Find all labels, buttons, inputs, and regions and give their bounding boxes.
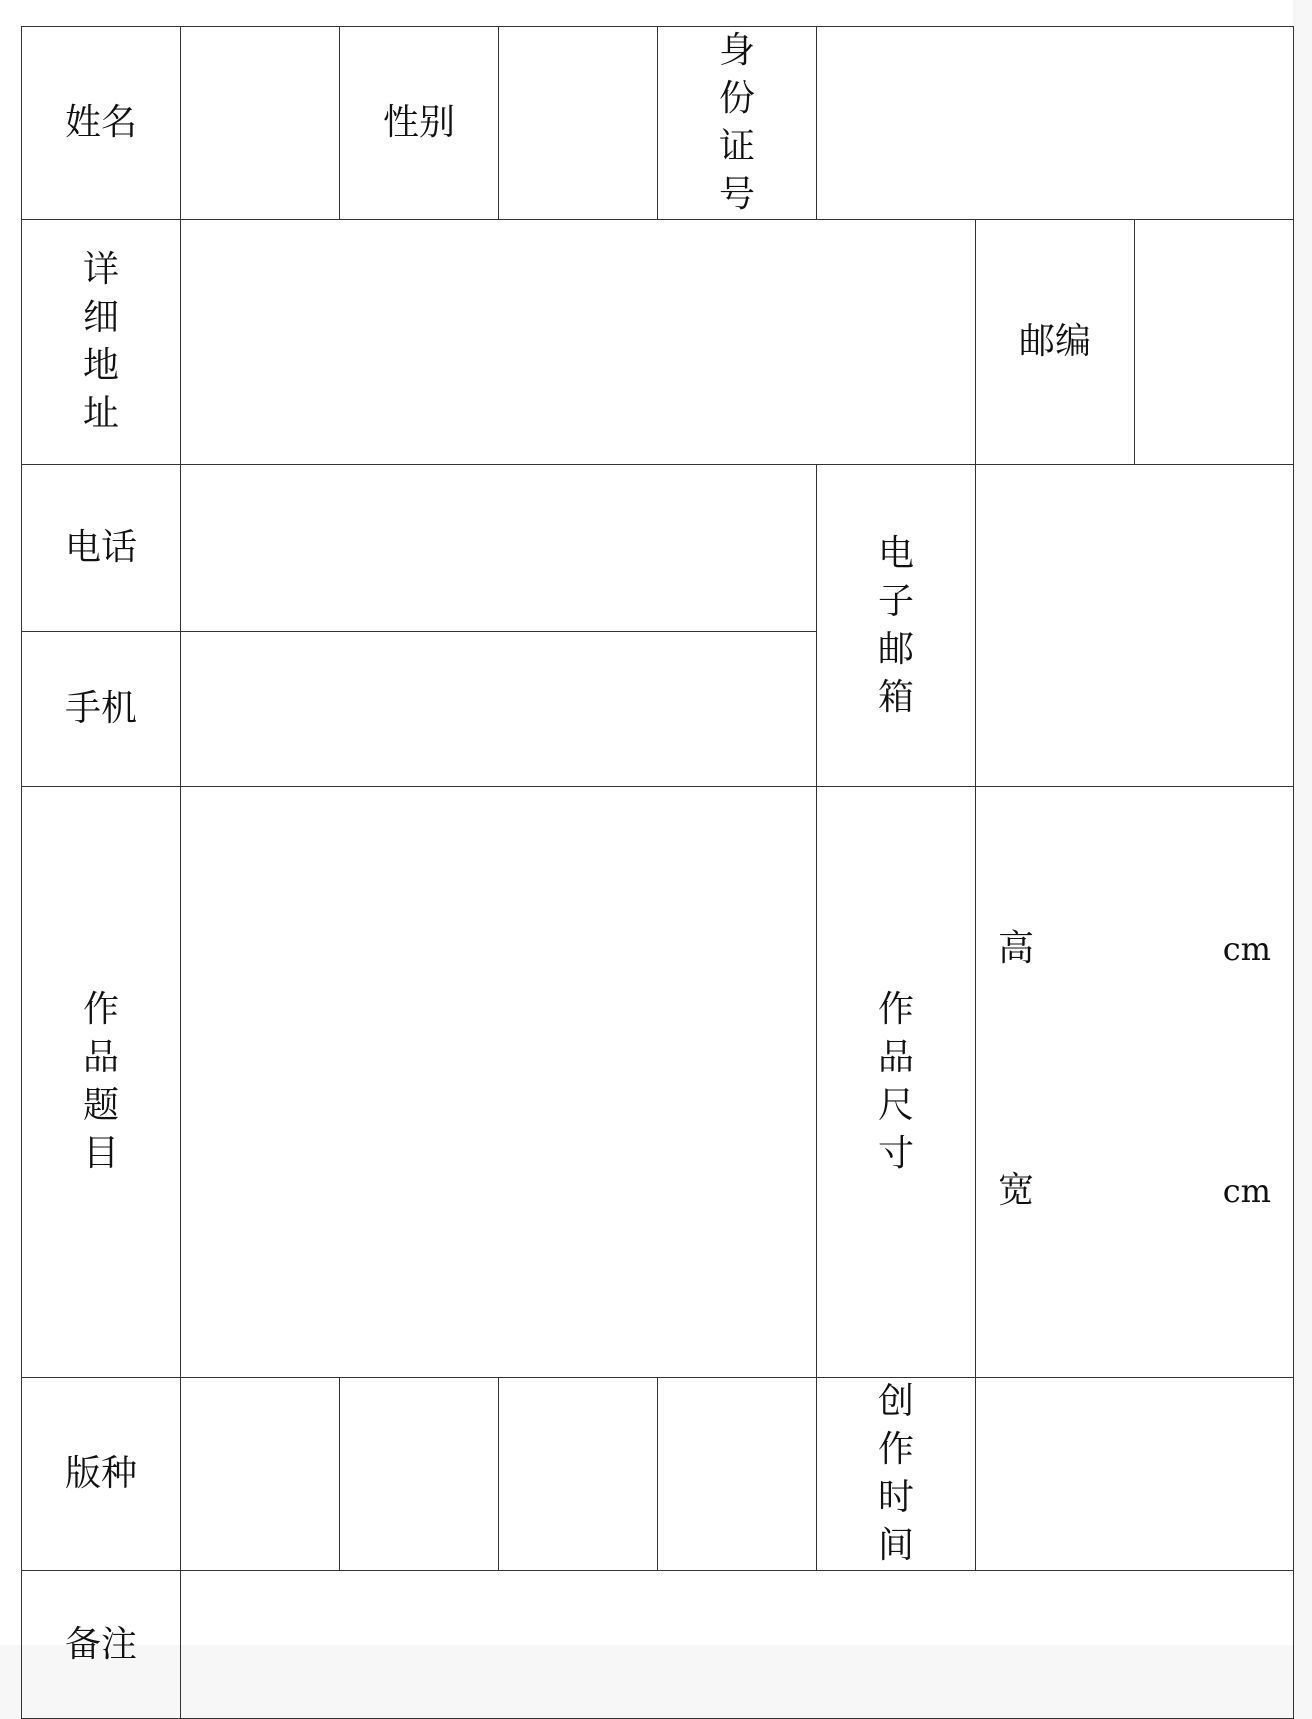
id-label-cell bbox=[658, 27, 817, 220]
row-phone bbox=[22, 465, 1294, 632]
size-field[interactable] bbox=[976, 787, 1294, 1378]
id-field[interactable] bbox=[817, 27, 1294, 220]
address-label: 详细地址 bbox=[82, 249, 119, 434]
height-unit: cm bbox=[1222, 930, 1272, 968]
mobile-label-cell bbox=[22, 632, 181, 787]
gender-field[interactable] bbox=[499, 27, 658, 220]
width-line[interactable] bbox=[998, 1167, 1271, 1215]
postcode-field[interactable] bbox=[1135, 220, 1294, 465]
name-label: 姓名 bbox=[64, 102, 137, 143]
address-field[interactable] bbox=[181, 220, 976, 465]
id-label: 身份证号 bbox=[718, 30, 755, 215]
address-label-cell bbox=[22, 220, 181, 465]
row-name bbox=[22, 27, 1294, 220]
email-label: 电子邮箱 bbox=[877, 532, 914, 718]
phone-field[interactable] bbox=[181, 465, 817, 632]
remarks-field[interactable] bbox=[181, 1571, 1294, 1719]
row-title bbox=[22, 787, 1294, 1378]
name-label-cell bbox=[22, 27, 181, 220]
row-remarks bbox=[22, 1571, 1294, 1719]
size-label-cell bbox=[817, 787, 976, 1378]
name-field[interactable] bbox=[181, 27, 340, 220]
created-label-cell bbox=[817, 1378, 976, 1571]
title-label: 作品题目 bbox=[82, 989, 119, 1174]
title-field[interactable] bbox=[181, 787, 817, 1378]
postcode-label: 邮编 bbox=[1018, 321, 1091, 362]
remarks-label: 备注 bbox=[64, 1623, 137, 1665]
mobile-label: 手机 bbox=[64, 688, 137, 729]
mobile-field[interactable] bbox=[181, 632, 817, 787]
email-field[interactable] bbox=[976, 465, 1294, 787]
email-label-cell bbox=[817, 465, 976, 787]
postcode-label-cell bbox=[976, 220, 1135, 465]
edition-field-1[interactable] bbox=[181, 1378, 340, 1571]
size-label: 作品尺寸 bbox=[877, 989, 914, 1174]
remarks-label-cell bbox=[22, 1571, 181, 1719]
row-edition bbox=[22, 1378, 1294, 1571]
edition-field-3[interactable] bbox=[499, 1378, 658, 1571]
phone-label: 电话 bbox=[64, 527, 137, 568]
width-unit: cm bbox=[1222, 1172, 1272, 1210]
created-field[interactable] bbox=[976, 1378, 1294, 1571]
edition-field-4[interactable] bbox=[658, 1378, 817, 1571]
registration-form-table bbox=[21, 26, 1294, 1719]
edition-label: 版种 bbox=[64, 1453, 137, 1494]
height-line[interactable] bbox=[998, 925, 1271, 973]
created-label: 创作时间 bbox=[877, 1381, 914, 1566]
height-label: 高 bbox=[998, 928, 1035, 969]
edition-field-2[interactable] bbox=[340, 1378, 499, 1571]
edition-label-cell bbox=[22, 1378, 181, 1571]
row-address bbox=[22, 220, 1294, 465]
gender-label: 性别 bbox=[382, 102, 455, 143]
title-label-cell bbox=[22, 787, 181, 1378]
phone-label-cell bbox=[22, 465, 181, 632]
gender-label-cell bbox=[340, 27, 499, 220]
width-label: 宽 bbox=[998, 1170, 1035, 1211]
